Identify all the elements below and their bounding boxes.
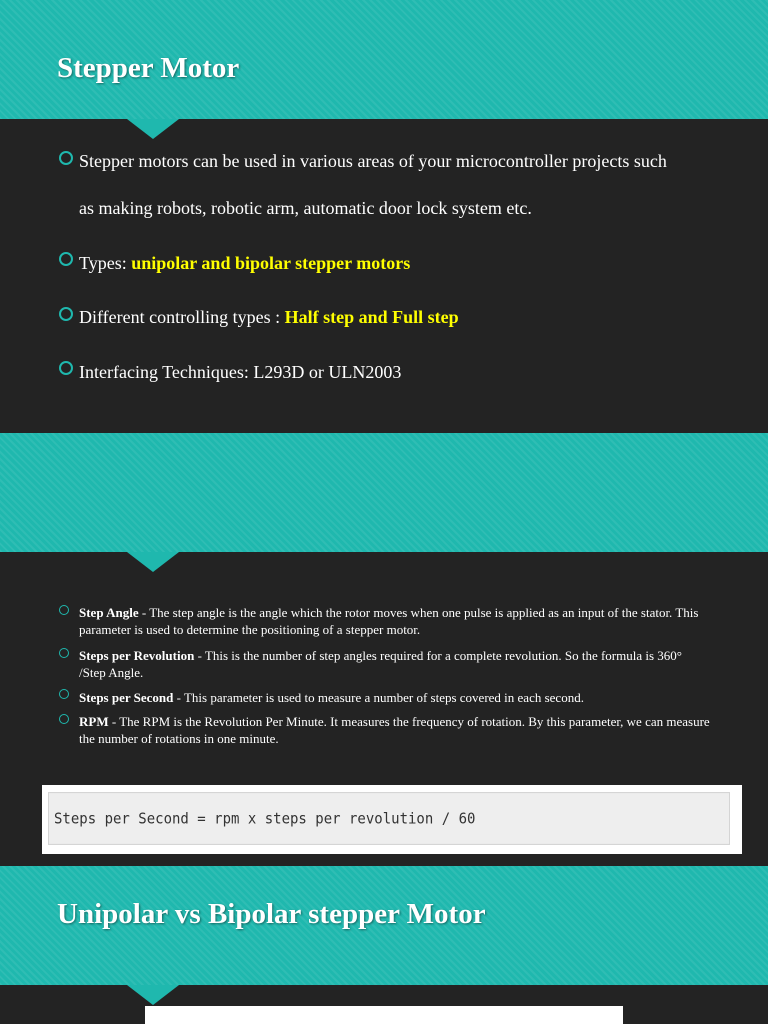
definition: - The step angle is the angle which the rotor moves when one pulse is applied as an input of the stator. This parameter is used to determine the positioning of a stepper motor.: [79, 605, 699, 637]
slide1-bullet-2: [79, 240, 410, 287]
slide2-bullet-steps-rev: [79, 647, 711, 681]
slide1-bullet-1-line2: as making robots, robotic arm, automatic door lock system etc.: [79, 198, 532, 218]
slide3-title: Unipolar vs Bipolar stepper Motor: [57, 898, 486, 930]
slide1-title: Stepper Motor: [57, 52, 240, 84]
header-notch: [127, 552, 179, 572]
slide2-header: [0, 433, 768, 552]
definition: - This is the number of step angles required for a complete revolution. So the formula is 360° /Step Angle.: [79, 648, 682, 680]
slide1-bullet-4: Interfacing Techniques: L293D or ULN2003: [79, 362, 402, 382]
types-label: Types:: [79, 253, 132, 273]
bullet-icon: [59, 605, 69, 615]
term: Steps per Revolution: [79, 648, 195, 663]
term: Step Angle: [79, 605, 139, 620]
bullet-icon: [59, 689, 69, 699]
image-card: [145, 1006, 623, 1024]
formula-box: [42, 785, 742, 854]
header-notch: [127, 119, 179, 139]
bullet-icon: [59, 714, 69, 724]
slide2-bullet-rpm: [79, 713, 711, 747]
control-label: Different controlling types :: [79, 307, 285, 327]
control-highlight: Half step and Full step: [284, 307, 459, 327]
slide2-bullet-step-angle: [79, 604, 711, 638]
slide1-bullet-3: [79, 294, 459, 341]
slide1-bullet-1-line1: Stepper motors can be used in various areas of your microcontroller projects such: [79, 151, 667, 171]
definition: - The RPM is the Revolution Per Minute. It measures the frequency of rotation. By this parameter, we can measure the number of rotations in one minute.: [79, 714, 710, 746]
definition: - This parameter is used to measure a number of steps covered in each second.: [173, 690, 584, 705]
term: Steps per Second: [79, 690, 174, 705]
bullet-icon: [59, 361, 73, 375]
bullet-icon: [59, 648, 69, 658]
bullet-icon: [59, 252, 73, 266]
bullet-icon: [59, 307, 73, 321]
formula-code: Steps per Second = rpm x steps per revolution / 60: [48, 792, 730, 845]
term: RPM: [79, 714, 109, 729]
header-notch: [127, 985, 179, 1005]
types-highlight: unipolar and bipolar stepper motors: [131, 253, 411, 273]
bullet-icon: [59, 151, 73, 165]
slide2-bullet-steps-sec: [79, 689, 711, 706]
